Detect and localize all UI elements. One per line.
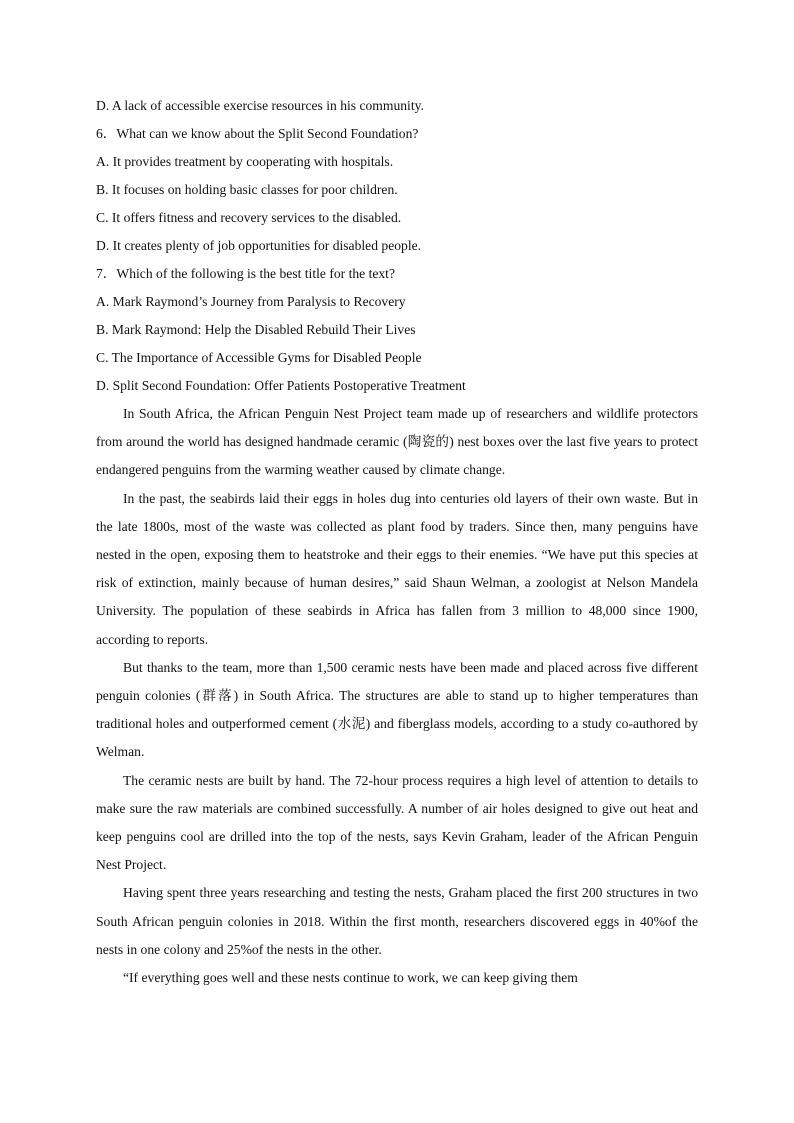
q6-question: 6．What can we know about the Split Second Foundation?	[96, 126, 419, 141]
q6-option-c: C. It offers fitness and recovery services to the disabled.	[96, 210, 402, 225]
passage-paragraph-3: But thanks to the team, more than 1,500 ceramic nests have been made and placed across five different penguin colonies (群落) in South Africa. The structures are able to stand up to higher temperatures than traditional holes and outperformed cement (水泥) and fiberglass models, according to a study co-authored by Welman.	[96, 659, 698, 760]
q6-option-a: A. It provides treatment by cooperating with hospitals.	[96, 154, 394, 169]
q6-option-d: D. It creates plenty of job opportunities for disabled people.	[96, 238, 422, 253]
passage-paragraph-5: Having spent three years researching and testing the nests, Graham placed the first 200 structures in two South African penguin colonies in 2018. Within the first month, researchers discovered eggs in 40%of the nests in one colony and 25%of the nests in the other.	[96, 885, 698, 957]
passage-paragraph-2: In the past, the seabirds laid their eggs in holes dug into centuries old layers of their own waste. But in the late 1800s, most of the waste was collected as plant food by traders. Since then, many penguins have nested in the open, exposing them to heatstroke and their eggs to their enemies. “We have put this species at risk of extinction, mainly because of human desires,” said Shaun Welman, a zoologist at Nelson Mandela University. The population of these seabirds in Africa has fallen from 3 million to 48,000 since 1900, according to reports.	[96, 490, 698, 647]
q7-option-a: A. Mark Raymond’s Journey from Paralysis to Recovery	[96, 294, 406, 309]
q7-option-d: D. Split Second Foundation: Offer Patients Postoperative Treatment	[96, 378, 466, 393]
reading-passage	[96, 400, 698, 992]
document-page	[96, 92, 698, 992]
q7-option-b: B. Mark Raymond: Help the Disabled Rebuild Their Lives	[96, 322, 416, 337]
q5-option-d: D. A lack of accessible exercise resources in his community.	[96, 98, 424, 113]
q7-option-c: C. The Importance of Accessible Gyms for Disabled People	[96, 350, 422, 365]
q7-question: 7．Which of the following is the best title for the text?	[96, 266, 395, 281]
q6-option-b: B. It focuses on holding basic classes for poor children.	[96, 182, 398, 197]
passage-paragraph-6: “If everything goes well and these nests continue to work, we can keep giving them	[123, 970, 578, 986]
passage-paragraph-1: In South Africa, the African Penguin Nest Project team made up of researchers and wildlife protectors from around the world has designed handmade ceramic (陶瓷的) nest boxes over the last five years to protect endangered penguins from the warming weather caused by climate change.	[96, 406, 698, 478]
passage-paragraph-4: The ceramic nests are built by hand. The 72-hour process requires a high level of attention to details to make sure the raw materials are combined successfully. A number of air holes designed to give out heat and keep penguins cool are drilled into the top of the nests, says Kevin Graham, leader of the African Penguin Nest Project.	[96, 772, 698, 873]
